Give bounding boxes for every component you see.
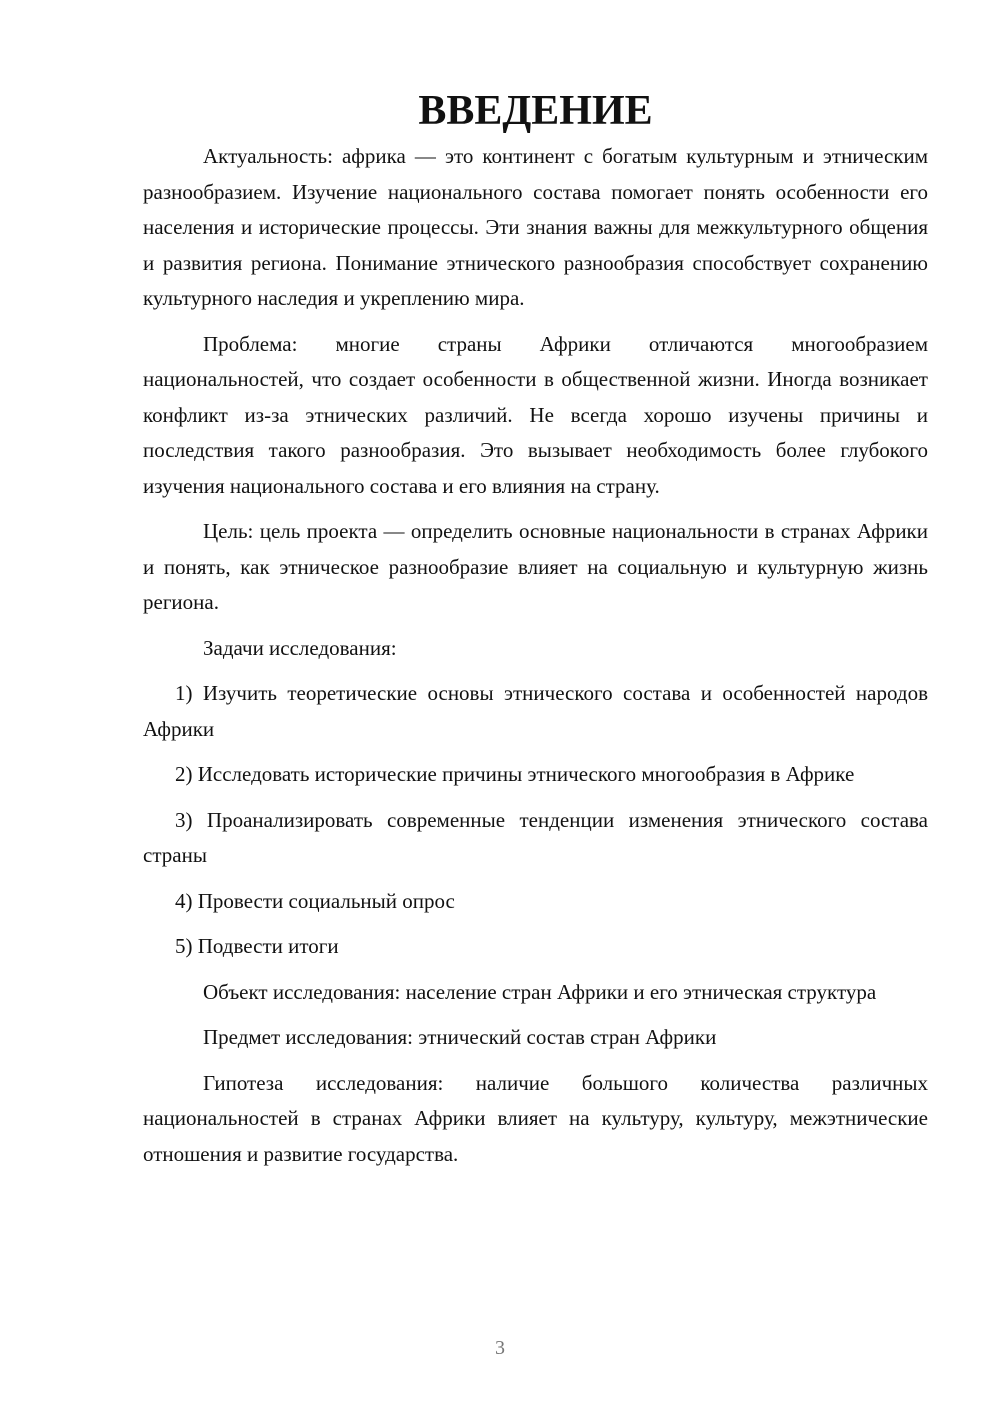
task-item-4: 4) Провести социальный опрос — [175, 888, 455, 913]
tasks-heading: Задачи исследования: — [203, 635, 397, 660]
paragraph-subject: Предмет исследования: этнический состав стран Африки — [203, 1025, 717, 1049]
paragraph-goal: Цель: цель проекта — определить основные национальности в странах Африки и понять, как этническое разнообразие влияет на социальную и культурную жизнь региона. — [143, 519, 928, 614]
paragraph-relevance: Актуальность: африка — это континент с богатым культурным и этническим разнообразием. Изучение национального состава помогает понять особенности его населения и исторические процессы. Эти знания важны для межкультурного общения и развития региона. Понимание этнического разнообразия способствует сохранению культурного наследия и укреплению мира. — [143, 144, 928, 310]
paragraph-problem: Проблема: многие страны Африки отличаются многообразием национальностей, что создает особенности в общественной жизни. Иногда возникает конфликт из-за этнических различий. Не всегда хорошо изучены причины и последствия такого разнообразия. Это вызывает необходимость более глубокого изучения национального состава и его влияния на страну. — [143, 331, 928, 498]
paragraph-hypothesis: Гипотеза исследования: наличие большого количества различных национальностей в странах Африки влияет на культуру, культуру, межэтнические отношения и развитие государства. — [143, 1070, 928, 1166]
paragraph-object: Объект исследования: население стран Африки и его этническая структура — [203, 979, 877, 1004]
task-item-5: 5) Подвести итоги — [175, 934, 339, 958]
task-item-3: 3) Проанализировать современные тенденции изменения этнического состава страны — [143, 807, 928, 867]
section-title: ВВЕДЕНИЕ — [418, 88, 653, 134]
document-body — [143, 88, 928, 1182]
task-item-2: 2) Исследовать исторические причины этнического многообразия в Африке — [175, 762, 855, 786]
page-number: 3 — [495, 1337, 505, 1359]
task-item-1: 1) Изучить теоретические основы этнического состава и особенностей народов Африки — [143, 681, 928, 741]
